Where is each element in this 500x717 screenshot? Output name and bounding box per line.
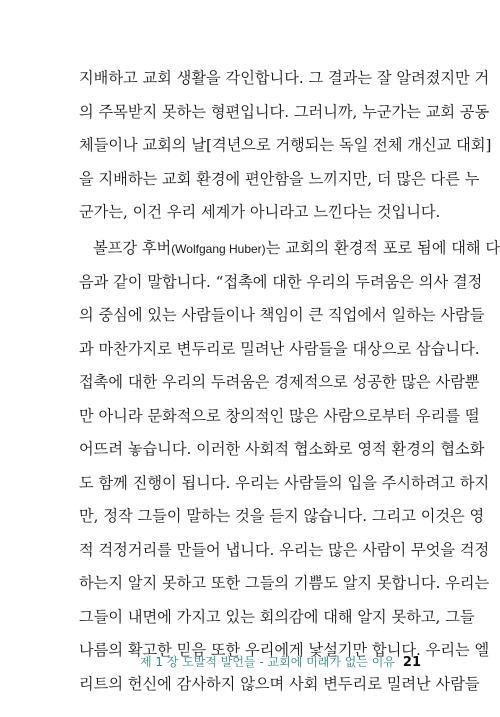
page-footer — [140, 652, 421, 672]
text-line: 도 함께 진행이 됩니다. 우리는 사람들의 입을 주시하려고 하지 — [79, 473, 490, 492]
text-line: 지배하고 교회 생활을 각인합니다. 그 결과는 잘 알려졌지만 거 — [79, 69, 490, 87]
text-line: 과 마찬가지로 변두리로 밀려난 사람들을 대상으로 삼습니다. — [79, 339, 480, 358]
running-chapter-title: 제 1 장 도발적 발언들 - 교회에 미래가 없는 이유 — [139, 655, 395, 669]
text-line: 어뜨려 놓습니다. 이러한 사회적 협소화로 영적 환경의 협소화 — [79, 440, 485, 458]
text-line: 그들이 내면에 가지고 있는 회의감에 대해 알지 못하고, 그들 — [79, 607, 475, 626]
text-line: 체들이나 교회의 날[격년으로 거행되는 독일 전체 개신교 대회] — [79, 136, 492, 154]
text-line: 을 지배하는 교회 환경에 편안함을 느끼지만, 더 많은 다른 누 — [79, 169, 480, 188]
text-line: 의 주목받지 못하는 형편입니다. 그러니까, 누군가는 교회 공동 — [79, 102, 490, 121]
text-line: 만, 정작 그들이 말하는 것을 듣지 않습니다. 그리고 이것은 영 — [79, 507, 485, 525]
text-line: 만 아니라 문화적으로 창의적인 많은 사람으로부터 우리를 떨 — [79, 406, 480, 425]
text-line: 하는지 알지 못하고 또한 그들의 기쁨도 알지 못합니다. 우리는 — [79, 574, 490, 592]
text-line: 나름의 확고한 믿음 또한 우리에게 낯설기만 합니다. 우리는 엘 — [79, 641, 490, 659]
text-line: 리트의 헌신에 감사하지 않으며 사회 변두리로 밀려난 사람들 — [79, 674, 480, 693]
text-fragment: 는 교회의 환경적 포로 됨에 대해 다 — [265, 239, 500, 257]
paragraph-1 — [79, 62, 492, 230]
author-name: 볼프강 후버 — [93, 239, 172, 257]
text-line: 군가는, 이건 우리 세계가 아니라고 느낀다는 것입니다. — [79, 203, 441, 221]
paragraph-2 — [79, 232, 500, 701]
text-line: 적 걱정거리를 만들어 냅니다. 우리는 많은 사람이 무엇을 걱정 — [79, 540, 490, 559]
text-line: 의 중심에 있는 사람들이나 책임이 큰 직업에서 일하는 사람들 — [79, 306, 485, 324]
author-name-latin: (Wolfgang Huber) — [171, 242, 266, 256]
page-number: 21 — [402, 655, 421, 670]
text-line: 접촉에 대한 우리의 두려움은 경제적으로 성공한 많은 사람뿐 — [79, 373, 480, 391]
text-line-first — [79, 232, 500, 266]
text-line: 음과 같이 말합니다. “접촉에 대한 우리의 두려움은 의사 결정 — [79, 272, 483, 291]
